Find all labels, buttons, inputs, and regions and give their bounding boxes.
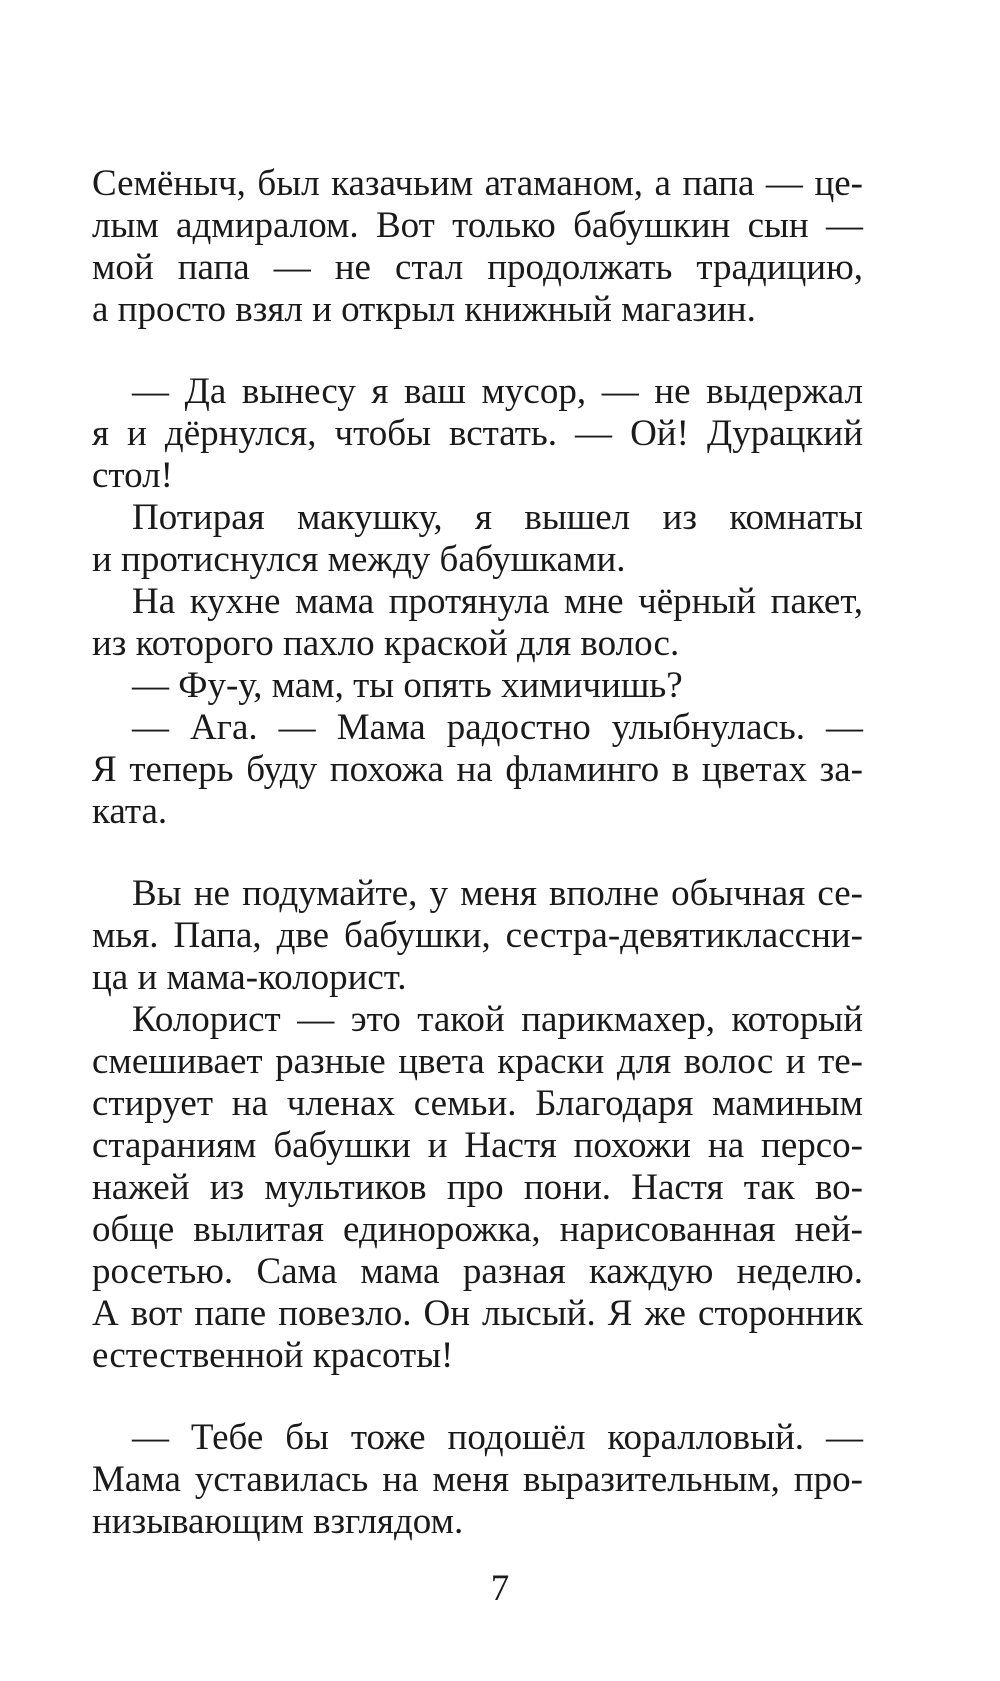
text-line: росетью. Сама мама разная каждую неделю. [92,1251,863,1292]
text-line: — Ага. — Мама радостно улыбнулась. — [132,707,863,748]
text-line: ца и мама-колорист. [92,957,407,998]
text-line: Я теперь буду похожа на фламинго в цветах за- [92,749,863,790]
text-line: естественной красоты! [92,1335,454,1376]
text-line: нажей из мультиков про пони. Настя так во- [92,1167,863,1208]
text-line: Семёныч, был казачьим атаманом, а папа — це- [92,163,863,204]
text-line: Вы не подумайте, у меня вполне обычная се- [132,873,863,914]
text-line: стараниям бабушки и Настя похожи на персо- [92,1125,863,1166]
text-line: обще вылитая единорожка, нарисованная ней- [92,1209,863,1250]
page-number: 7 [490,1568,510,1609]
text-line: мой папа — не стал продолжать традицию, [92,247,863,288]
text-line: — Тебе бы тоже подошёл коралловый. — [132,1417,863,1458]
text-line: стол! [92,455,173,496]
text-line: из которого пахло краской для волос. [92,623,680,664]
text-line: Мама уставилась на меня выразительным, про- [92,1459,863,1500]
text-line: А вот папе повезло. Он лысый. Я же сторонник [92,1293,863,1334]
text-line: Колорист — это такой парикмахер, который [132,999,863,1040]
text-line: — Да вынесу я ваш мусор, — не выдержал [132,371,863,412]
text-line: На кухне мама протянула мне чёрный пакет, [132,581,863,622]
text-line: ката. [92,791,168,832]
text-line: низывающим взглядом. [92,1501,464,1542]
text-line: смешивает разные цвета краски для волос и те- [92,1041,863,1082]
text-line: и протиснулся между бабушками. [92,539,626,580]
text-line: стирует на членах семьи. Благодаря маминым [92,1083,863,1124]
text-line: а просто взял и открыл книжный магазин. [92,289,756,330]
text-line: лым адмиралом. Вот только бабушкин сын — [92,205,863,246]
text-line: мья. Папа, две бабушки, сестра-девятиклассни- [92,915,863,956]
text-line: Потирая макушку, я вышел из комнаты [132,497,863,538]
text-line: — Фу-у, мам, ты опять химичишь? [132,665,683,706]
text-line: я и дёрнулся, чтобы встать. — Ой! Дурацкий [92,413,863,454]
